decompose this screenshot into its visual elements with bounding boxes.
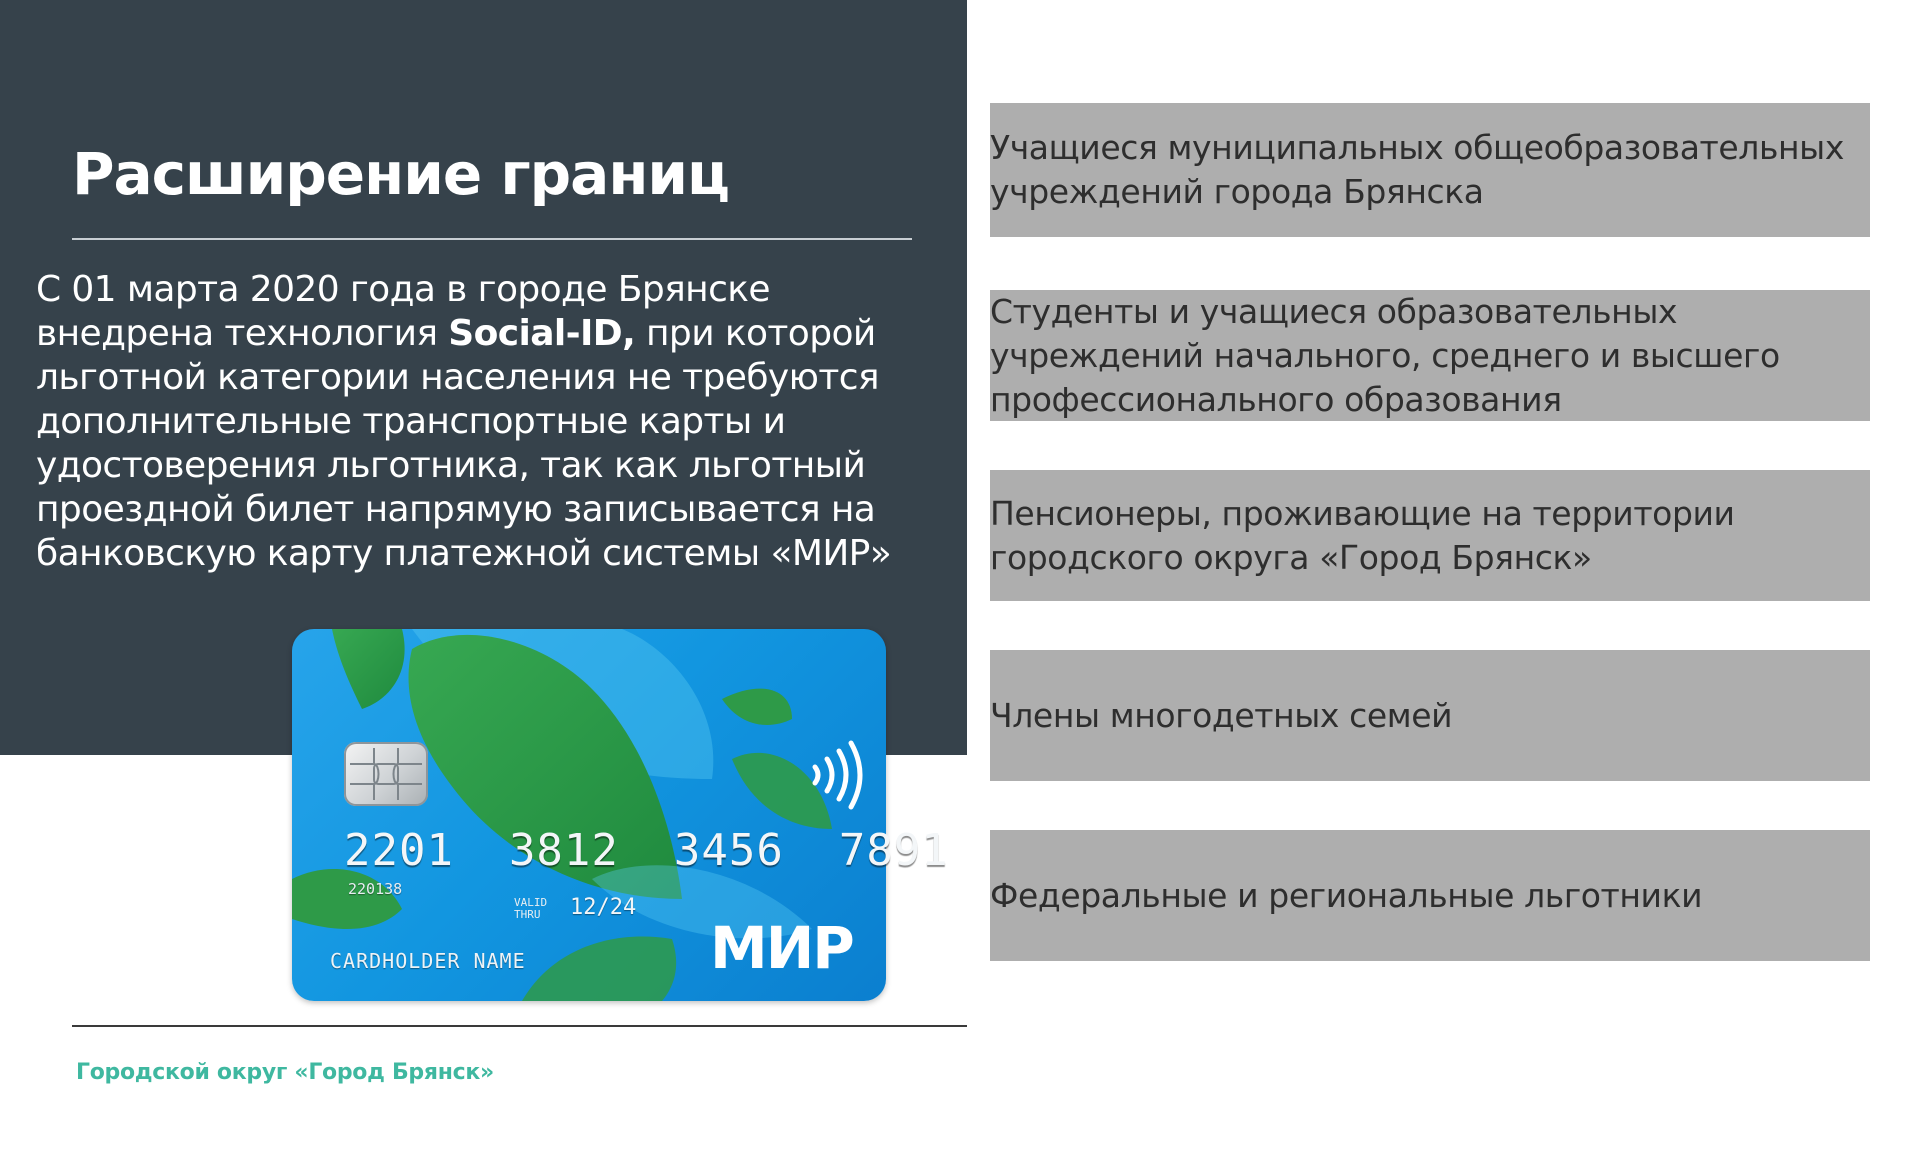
category-label: Студенты и учащиеся образовательных учреждений начального, среднего и высшего профессионального образования	[990, 291, 1780, 419]
footer-text: Городской округ «Город Брянск»	[76, 1060, 494, 1085]
lead-highlight: Social-ID,	[448, 313, 636, 354]
footer-divider	[72, 1025, 967, 1027]
mir-logo: МИР	[710, 914, 853, 982]
category-item-pensioners	[990, 470, 1870, 601]
category-label: Учащиеся муниципальных общеобразовательных учреждений города Брянска	[990, 128, 1844, 211]
bank-card-image	[292, 629, 949, 1001]
lead-text-start: С 01 марта 2020 года в городе Брянске внедрена технология	[36, 269, 770, 354]
category-item-federal-regional	[990, 830, 1870, 961]
contactless-icon	[807, 739, 867, 811]
category-label: Члены многодетных семей	[990, 695, 1453, 735]
category-label: Пенсионеры, проживающие на территории городского округа «Город Брянск»	[990, 493, 1735, 577]
title-divider	[72, 238, 912, 240]
card-valid-date: 12/24	[570, 895, 637, 920]
card-holder-name: CARDHOLDER NAME	[330, 949, 526, 973]
lead-paragraph	[36, 268, 956, 576]
category-label: Федеральные и региональные льготники	[990, 875, 1703, 915]
lead-text-end: при которой льготной категории населения не требуются дополнительные транспортные карты и удостоверения льготника, так как льготный проездной билет напрямую записывается на банковскую карту платежной системы «МИР»	[36, 313, 892, 574]
card-valid-label: VALID THRU	[514, 896, 548, 921]
card-chip-icon	[344, 742, 428, 806]
category-item-schoolchildren	[990, 103, 1870, 237]
card-number: 2201 3812 3456 7891	[344, 825, 949, 876]
category-item-students	[990, 290, 1870, 421]
category-item-large-families	[990, 650, 1870, 781]
card-bin: 220138	[348, 880, 403, 898]
slide-title: Расширение границ	[72, 140, 730, 208]
